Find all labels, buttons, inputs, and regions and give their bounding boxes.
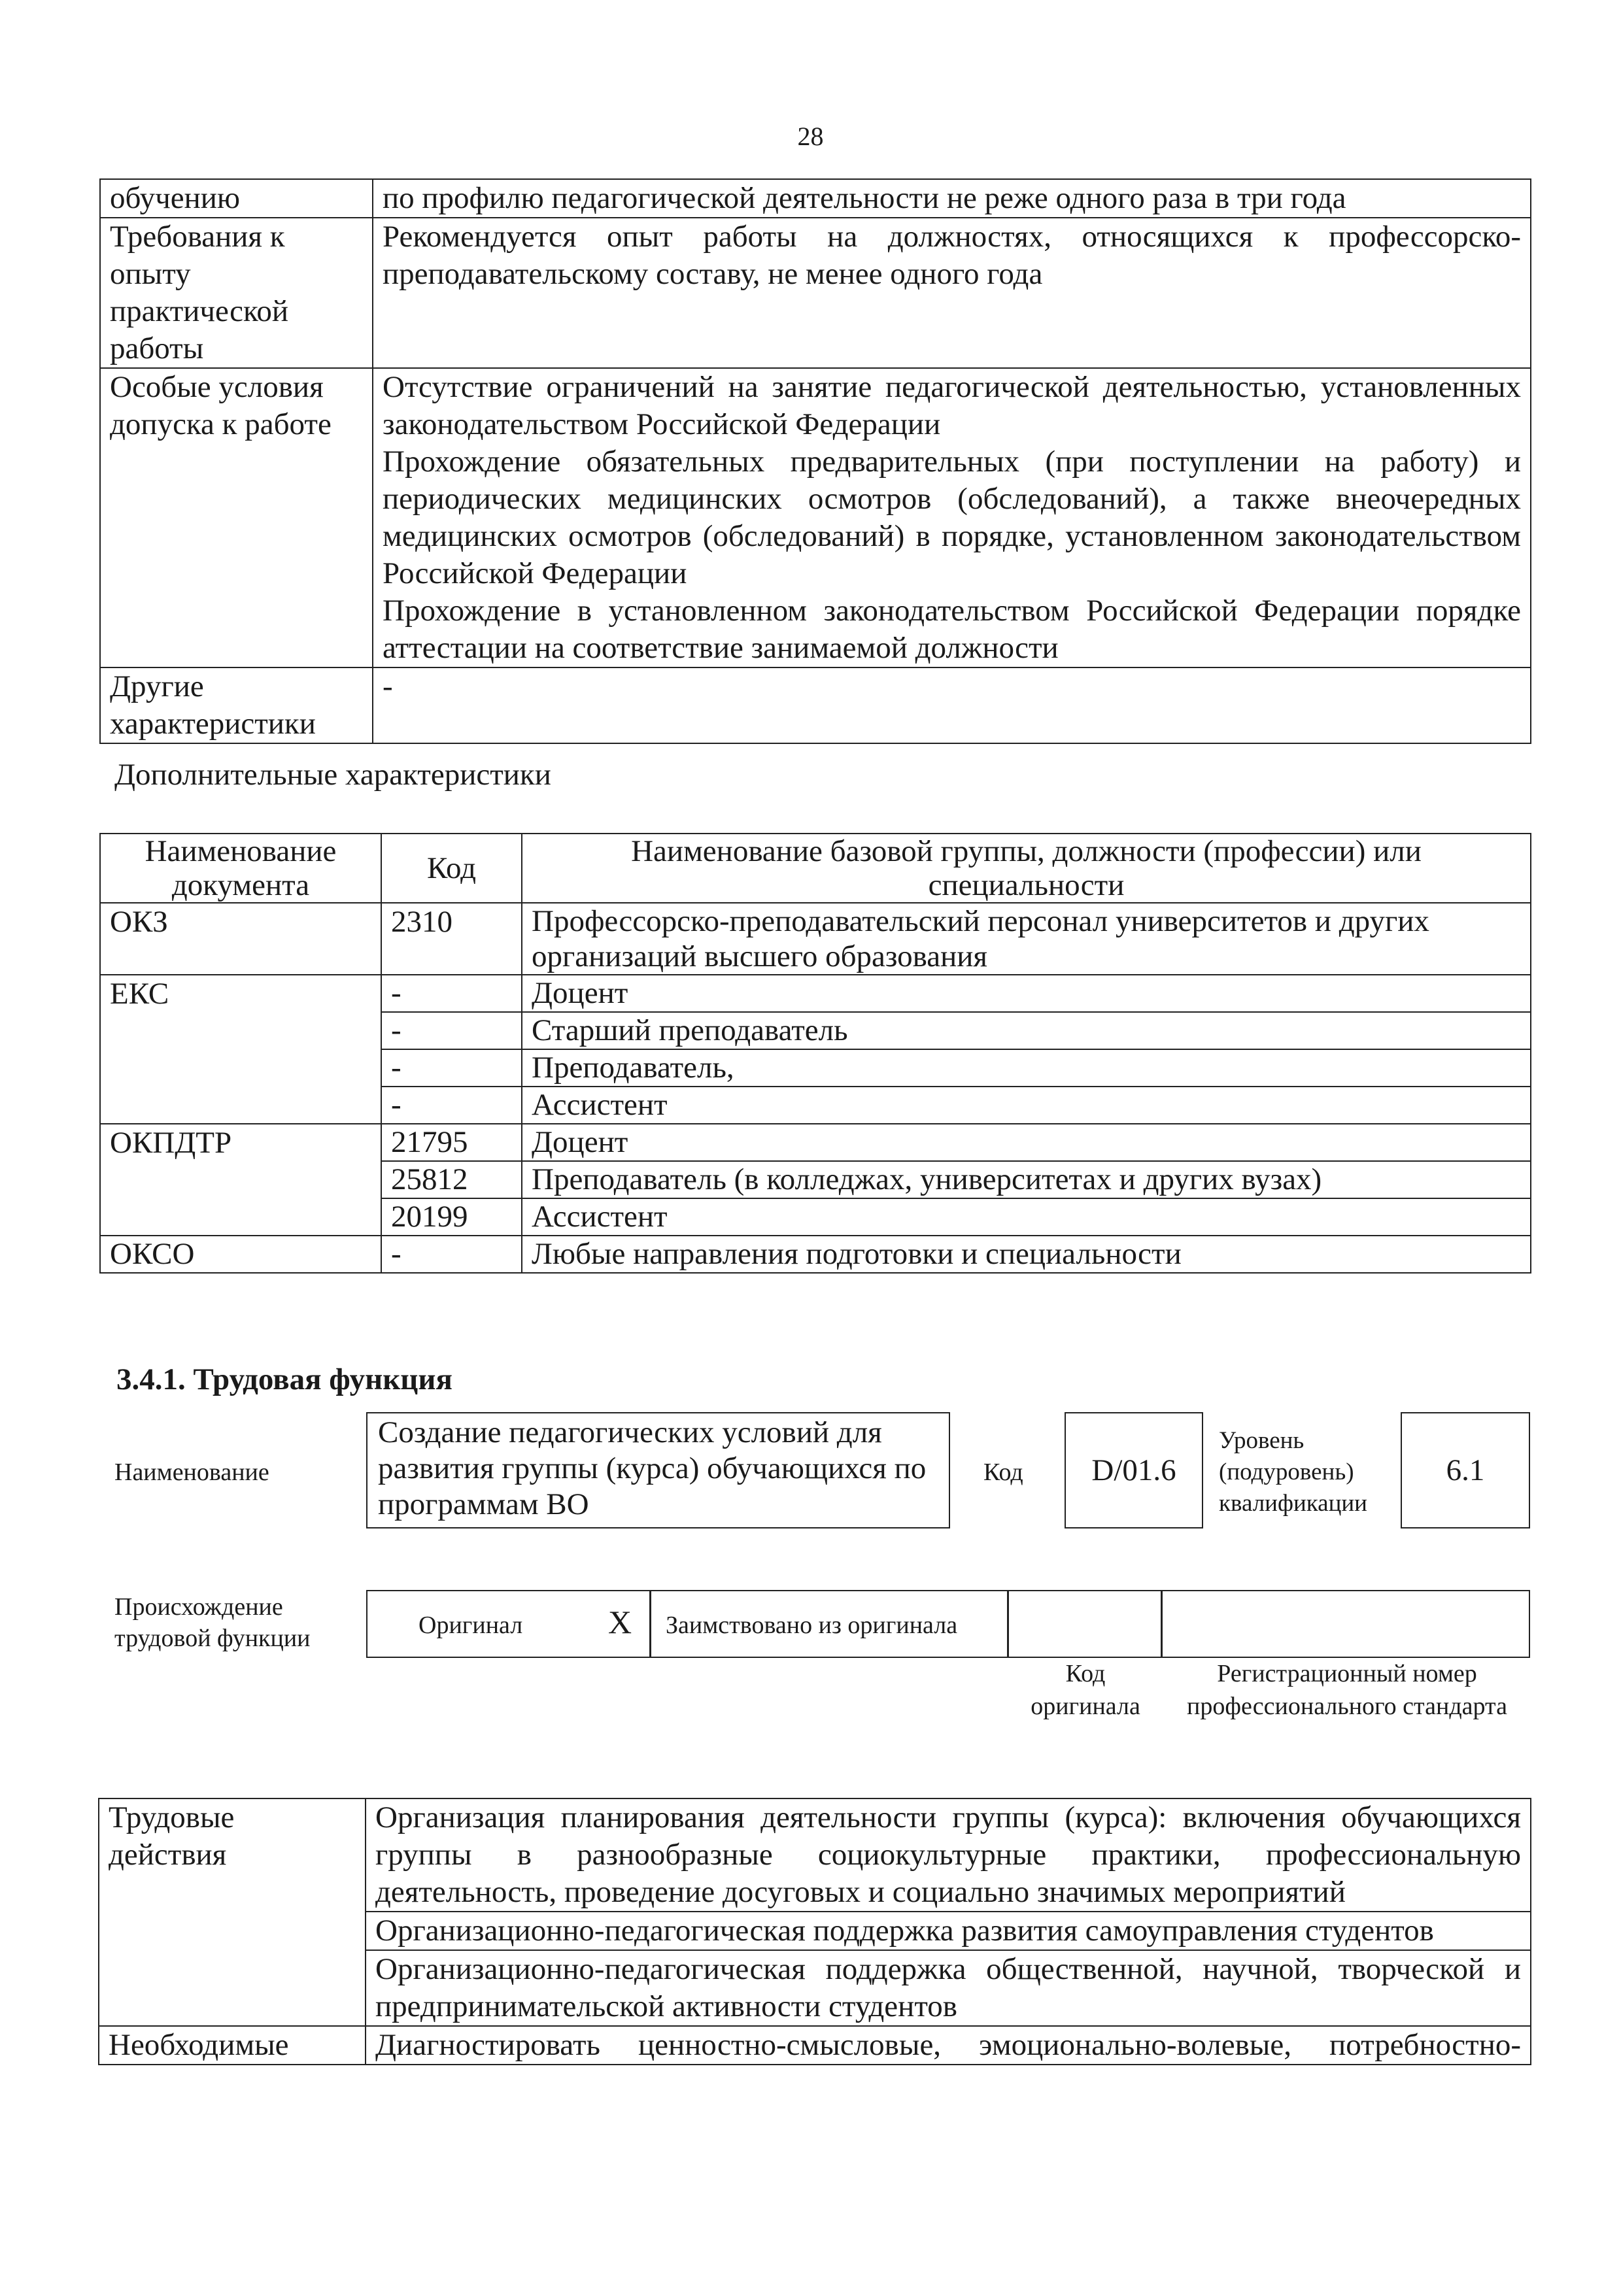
page-number: 28 — [797, 122, 824, 151]
table-row — [100, 218, 1531, 368]
cell-name: Любые направления подготовки и специальности — [522, 1236, 1531, 1273]
actions-table — [98, 1798, 1531, 2065]
original-label: Оригинал — [418, 1612, 523, 1639]
extra-heading: Дополнительные характеристики — [114, 758, 551, 792]
level-label: Уровень (подуровень) квалификации — [1219, 1427, 1367, 1517]
cell-doc: ОКСО — [100, 1236, 381, 1273]
cell-code: - — [381, 1049, 522, 1087]
origin-label: Происхождение трудовой функции — [114, 1593, 311, 1652]
row-label: Другие характеристики — [100, 667, 373, 743]
paragraph: Отсутствие ограничений на занятие педагогической деятельностью, установленных законодательством Российской Федерации — [383, 370, 1521, 441]
paragraph: Прохождение обязательных предварительных (при поступлении на работу) и периодических медицинских осмотров (обследований), а также внеочередных медицинских осмотров (обследований) в порядке, установленном законодательством Российской Федерации — [383, 445, 1521, 590]
cell-code: 25812 — [381, 1161, 522, 1198]
code-box — [1065, 1412, 1203, 1528]
paragraph: Прохождение в установленном законодательством Российской Федерации порядке аттестации на соответствие занимаемой должности — [383, 594, 1521, 665]
cell-code: 2310 — [381, 903, 522, 975]
code-caption: Код оригинала — [1031, 1660, 1140, 1720]
actions-label: Трудовые действия — [99, 1798, 366, 2026]
cell-name: Ассистент — [522, 1198, 1531, 1236]
cell-code: - — [381, 975, 522, 1012]
row-value — [373, 368, 1531, 667]
row-value: Рекомендуется опыт работы на должностях, относящихся к профессорско-преподавательскому составу, не менее одного года — [373, 218, 1531, 368]
extra-table — [99, 833, 1531, 1274]
cell-code: - — [381, 1236, 522, 1273]
row-label: Особые условия допуска к работе — [100, 368, 373, 667]
divider — [1161, 1590, 1163, 1658]
function-name: Создание педагогических условий для развития группы (курса) обучающихся по программам ВО — [378, 1415, 927, 1521]
cell-code: - — [381, 1012, 522, 1049]
cell-code: 21795 — [381, 1124, 522, 1161]
skills-value: Диагностировать ценностно-смысловые, эмоционально-волевые, потребностно- — [366, 2026, 1531, 2065]
table-row — [100, 1236, 1531, 1273]
code-label: Код — [983, 1459, 1023, 1486]
action-item: Организационно-педагогическая поддержка развития самоуправления студентов — [366, 1912, 1531, 1950]
cell-doc: ОКПДТР — [100, 1124, 381, 1236]
table-row — [100, 667, 1531, 743]
borrowed-label: Заимствовано из оригинала — [666, 1612, 958, 1639]
skills-label: Необходимые — [99, 2026, 366, 2065]
name-label: Наименование — [114, 1459, 269, 1486]
level-value: 6.1 — [1446, 1453, 1485, 1487]
table-row — [100, 1124, 1531, 1161]
cell-code: - — [381, 1087, 522, 1124]
section-title: 3.4.1. Трудовая функция — [116, 1362, 452, 1396]
row-value: по профилю педагогической деятельности не реже одного раза в три года — [373, 179, 1531, 218]
action-item: Организационно-педагогическая поддержка общественной, научной, творческой и предпринимательской активности студентов — [366, 1950, 1531, 2026]
cell-name: Преподаватель, — [522, 1049, 1531, 1087]
row-value: - — [373, 667, 1531, 743]
table-row — [100, 975, 1531, 1012]
table-row — [100, 903, 1531, 975]
qualification-table — [99, 178, 1531, 744]
function-code: D/01.6 — [1091, 1453, 1176, 1487]
header-code: Код — [381, 834, 522, 903]
table-row — [99, 2026, 1531, 2065]
cell-code: 20199 — [381, 1198, 522, 1236]
action-item: Организация планирования деятельности группы (курса): включения обучающихся группы в разнообразные социокультурные практики, профессиональную деятельность, проведение досуговых и социально значимых мероприятий — [366, 1798, 1531, 1912]
cell-name: Доцент — [522, 1124, 1531, 1161]
cell-name: Ассистент — [522, 1087, 1531, 1124]
reg-caption: Регистрационный номер профессионального стандарта — [1187, 1660, 1507, 1720]
cell-doc: ОКЗ — [100, 903, 381, 975]
function-name-box — [366, 1412, 950, 1528]
row-label: обучению — [100, 179, 373, 218]
table-header-row — [100, 834, 1531, 903]
header-doc: Наименование документа — [100, 834, 381, 903]
table-row — [100, 368, 1531, 667]
original-mark: X — [608, 1604, 632, 1640]
cell-name: Старший преподаватель — [522, 1012, 1531, 1049]
row-label: Требования к опыту практической работы — [100, 218, 373, 368]
level-box — [1401, 1412, 1530, 1528]
divider — [1007, 1590, 1009, 1658]
divider — [649, 1590, 651, 1658]
cell-name: Преподаватель (в колледжах, университетах и других вузах) — [522, 1161, 1531, 1198]
table-row — [100, 179, 1531, 218]
cell-doc: ЕКС — [100, 975, 381, 1124]
cell-name: Доцент — [522, 975, 1531, 1012]
table-row — [99, 1798, 1531, 1912]
header-name: Наименование базовой группы, должности (профессии) или специальности — [522, 834, 1531, 903]
cell-name: Профессорско-преподавательский персонал университетов и других организаций высшего образования — [522, 903, 1531, 975]
